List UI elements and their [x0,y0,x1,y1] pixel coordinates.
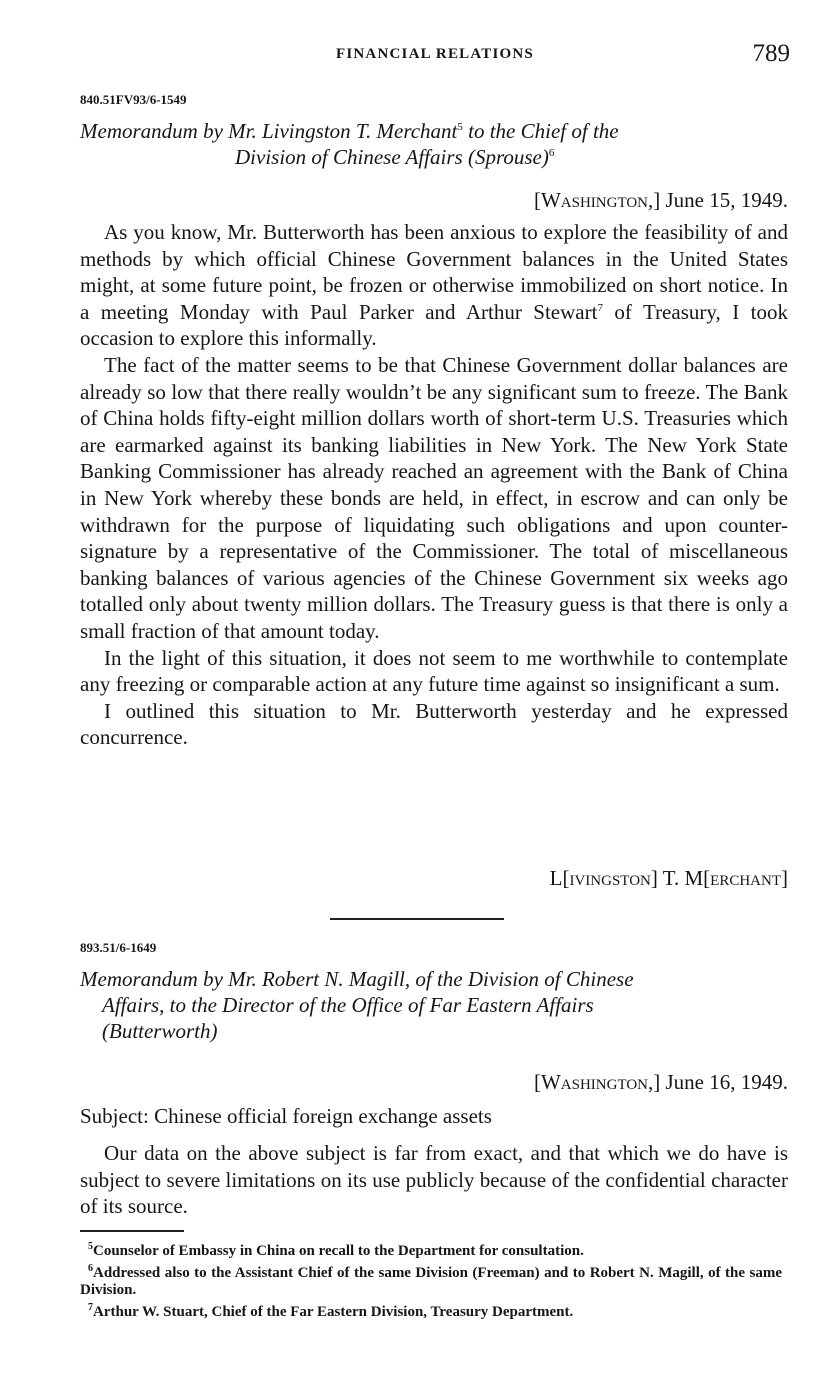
footnote-5 [80,1238,782,1260]
footnote-6 [80,1260,782,1299]
dateline-2 [534,1070,788,1095]
footnote-5-text: Counselor of Embassy in China on recall to the Department for consultation. [93,1243,584,1259]
footnote-6-text: Addressed also to the Assistant Chief of the same Division (Freeman) and to Robert N. Magill, of the same Division. [80,1265,782,1298]
footnote-rule [80,1230,184,1232]
memo-title-1 [80,118,788,170]
memo-body-2 [80,1140,788,1220]
paragraph-5: Our data on the above subject is far from exact, and that which we do have is subject to severe limitations on its use publicly because of the confidential character of its source. [80,1141,788,1219]
memo-title-2-line3: (Butterworth) [102,1019,218,1043]
footnote-7-text: Arthur W. Stuart, Chief of the Far Eastern Division, Treasury Department. [93,1304,574,1320]
memo-title-2 [80,966,788,1044]
paragraph-4: I outlined this situation to Mr. Butterworth yesterday and he expressed concurrence. [80,698,788,750]
running-header: FINANCIAL RELATIONS [336,46,534,62]
footnote-7-number: 7 [88,1302,93,1313]
memo-title-1-line1b: to the Chief of the [462,119,619,143]
paragraph-2: The fact of the matter seems to be that Chinese Government dollar balances are already so low that there really wouldn’t be any significant sum to freeze. The Bank of China holds fifty-eight million dollars worth of short-term U.S. Treasuries which are earmarked against its banking liabilities in New York. The New York State Banking Commissioner has already reached an agreement with the Bank of China in New York whereby these bonds are held, in effect, in escrow and can only be withdrawn for the purpose of liquidating such obligations and upon counter-signature by a representative of the Commissioner. The total of miscellaneous banking balances of various agencies of the Chinese Government six weeks ago totalled only about twenty million dollars. The Treasury guess is that there is only a small fraction of that amount today. [80,352,788,643]
footnotes [80,1238,782,1321]
memo-title-2-line1: Memorandum by Mr. Robert N. Magill, of the Division of Chinese [80,967,634,991]
file-number-2: 893.51/6-1649 [80,940,157,955]
memo-title-1-line2: Division of Chinese Affairs (Sprouse) [235,145,549,169]
paragraph-1-text: As you know, Mr. Butterworth has been anxious to explore the feasibility of and methods by which official Chinese Government balances in the United States might, at some future point, be frozen or otherwise immobilized on short notice. In a meeting Monday with Paul Parker and Arthur Stewart [80,220,788,324]
dateline-2-place: [Washington,] [533,1070,661,1094]
footnote-ref-5: 5 [457,121,463,133]
paragraph-1-tail: of Treasury, I took occasion to explore this informally. [80,299,789,351]
file-number-1: 840.51FV93/6-1549 [80,92,187,107]
memo-title-1-line1a: Memorandum by Mr. Livingston T. Merchant [80,119,458,143]
dateline-1-place: [Washington,] [533,188,661,212]
paragraph-3: In the light of this situation, it does not seem to me worthwhile to contemplate any freezing or comparable action at any future time against so insignificant a sum. [80,645,788,697]
footnote-7 [80,1299,782,1321]
memo-title-2-line2: Affairs, to the Director of the Office of Far Eastern Affairs [102,993,594,1017]
memo-body-1 [80,219,788,751]
footnote-ref-7: 7 [597,301,603,314]
signature-1: L[ivingston] T. M[erchant] [549,866,788,890]
dateline-2-date: June 16, 1949. [660,1070,788,1094]
dateline-1-date: June 15, 1949. [660,188,788,212]
footnote-ref-6: 6 [548,147,555,159]
page-number: 789 [752,40,790,67]
footnote-6-number: 6 [88,1263,93,1274]
dateline-1 [534,188,788,213]
footnote-5-number: 5 [88,1241,93,1252]
memo-subject: Subject: Chinese official foreign exchange assets [80,1104,492,1128]
section-separator [330,918,504,920]
paragraph-1 [80,219,788,352]
